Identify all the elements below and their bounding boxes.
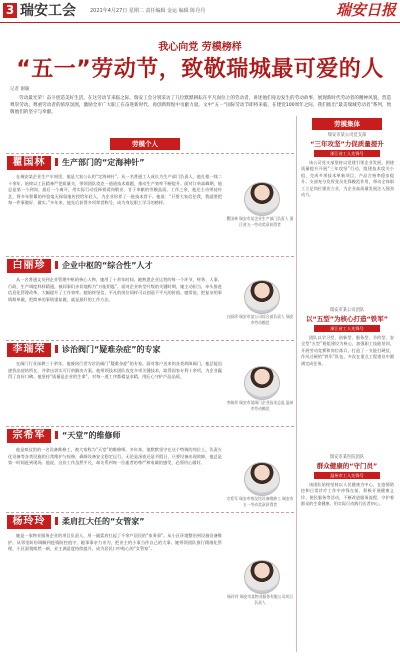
story-divider xyxy=(6,340,294,341)
story-body: 从一名普通文员到企业管理中枢的核心人物，她用了十余年时间。她熟悉企业运营的每一个环节，财务、人事、行政、生产调度样样精通，被同事们亲切地称为“万能钥匙”。面对企业转型升级的关键时期，她主动担当，牵头推进信息化管理改革，大幅提升了工作效率。她始终坚信，平凡的岗位同样可以创造不平凡的价值。她常说，把复杂的事情简单做，把简单的事情重复做，就是最好的工作方法。 xyxy=(8,277,222,302)
story-body: 她是一家物业服务企业的项目负责人，用一副柔肩扛起了千余户居民的“家务事”。从小区环境整治到设施设备维护，从邻里纠纷调解到疫情防控值守，她事事亲力亲为，把业主的小事当作自己的大事。她带领团队推行精细化管理，小区面貌焕然一新，业主满意度持续提升，成为居民口中贴心的“女管家”。 xyxy=(8,533,222,552)
story-title: 企业中枢的“综合性”人才 xyxy=(55,259,153,273)
portrait-photo xyxy=(244,280,280,314)
sidebar-title: 以“五型”为核心打造“铁军” xyxy=(305,315,389,323)
article-byline: 记者 谢颖 xyxy=(10,87,30,92)
sidebar-subtitle-badge: 浙江省工人先锋号 xyxy=(314,325,380,332)
story-divider xyxy=(6,153,294,154)
portrait-photo xyxy=(244,182,280,216)
article-headline: “五一”劳动节，致敬瑞城最可爱的人 xyxy=(16,57,384,82)
story-title: 诊治阀门“疑难杂症”的专家 xyxy=(55,343,161,357)
newspaper-logo: 瑞安日报 xyxy=(335,1,396,19)
section-title: 瑞安工会 xyxy=(20,3,76,19)
article-lead: 劳动最光荣！奋斗创造美好生活。在这劳动节来临之际，瑞安工会分别采访了几位默默耕耘在平凡岗位上的劳动者，讲述他们身边发生的劳动故事，展现新时代劳动者的精神风貌，营造尊崇劳动、尊重劳动者的浓厚氛围，激励全市广大职工在奋进新时代、再创新辉煌中贡献力量。文中“五一”国际劳动节即将来临，在建党100周年之际，我们推出“最美瑞城劳动者”系列，致敬他们的坚守与奉献。 xyxy=(10,96,392,115)
portrait-photo xyxy=(244,462,280,496)
story-body: 他是殡仪馆的一名设备维修工，被大家称为“天堂”的维修师。多年来，他默默坚守在这个特殊的岗位上，负责火化设备等各类设施的日常维护与检修，确保设备安全稳定运行。无论是深夜还是节假日，只要设备出现故障，他总是第一时间赶到现场。他说，这份工作虽然平凡，却关系到每一位逝者的尊严和家属的感受，必须用心做好。 xyxy=(8,447,222,466)
portrait-caption: 白丽珍 瑞安市某公司综合部负责人 瑞安市劳动模范 xyxy=(226,314,294,325)
story-body: 在瑞安某企业生产车间里，他是大家公认的“定海神针”。从一名普通工人成长为生产部门负责人，他扎根一线二十余年，始终以工匠精神严把质量关，带领团队攻克一道道技术难题，推动生产效率不断提升。面对订单高峰期，他总是第一个到岗、最后一个离开，用实际行动诠释着爱岗敬业、甘于奉献的劳模品质。工作之余，他还主动带徒传艺，将多年积累的经验毫无保留地传授给年轻人，为企业培养了一批技术骨干。他说：“只要大家信任我，我就要把每一件事做好、做实。”多年来，他先后获得多项荣誉称号，成为身边职工学习的榜样。 xyxy=(8,174,222,206)
sidebar-title: “三年攻坚”力促质量提升 xyxy=(310,140,384,148)
portrait-caption: 宗希军 瑞安市殡仪馆设备维修工 瑞安市五一劳动奖章获得者 xyxy=(226,496,294,507)
story-name-tag: 白丽珍 xyxy=(7,259,51,273)
sidebar-kicker: 瑞安市某医院团队 xyxy=(329,455,365,460)
page-number: 3 xyxy=(3,3,17,18)
issue-meta: 2021年4月27日 星期二 责任编辑 金运 编辑 陈丹丹 xyxy=(90,8,206,14)
story-title: 生产部门的“定海神针” xyxy=(55,156,145,170)
sidebar-subtitle-badge: 浙江省工人先锋号 xyxy=(314,150,380,157)
portrait-caption: 杨玲玲 瑞安市某物业服务有限公司项目负责人 xyxy=(227,594,293,605)
column-divider xyxy=(296,116,297,652)
section-label-individuals: 劳模个人 xyxy=(110,138,180,150)
portrait-photo xyxy=(244,366,280,400)
story-divider xyxy=(6,512,294,513)
portrait-caption: 瞿国林 瑞安市某企业生产部门负责人 浙江省五一劳动奖章获得者 xyxy=(226,216,294,227)
story-name-tag: 宗希军 xyxy=(7,429,51,443)
story-name-tag: 瞿国林 xyxy=(7,156,51,170)
sidebar-body: 团队以学习型、创新型、服务型、节约型、安全型“五型”班组建设为核心，加强职工技能培训，开展劳动竞赛和岗位练兵，打造了一支能打硬仗、作风过硬的“铁军”队伍，多次在重点工程建设中圆满完成任务。 xyxy=(301,335,394,366)
masthead xyxy=(0,0,400,23)
sidebar-subtitle-badge: 温州市工人先锋号 xyxy=(314,472,380,479)
sidebar-title: 群众健康的“守门员” xyxy=(316,462,378,470)
portrait-caption: 李瑞荣 瑞安市某阀门企业技术总监 温州市劳动模范 xyxy=(226,400,294,411)
story-divider xyxy=(6,256,294,257)
story-name-tag: 杨玲玲 xyxy=(7,515,51,529)
sidebar-body: 该团队始终坚持以人民健康为中心，在疫情防控和日常诊疗工作中冲锋在前，积极开展健康义诊、便民服务等活动，不断改进服务流程，守护着群众的生命健康，用实际行动践行医者初心。 xyxy=(301,482,394,507)
sidebar-kicker: 瑞安市某公司团队 xyxy=(329,308,365,313)
story-title: “天堂”的维修师 xyxy=(55,429,121,443)
portrait-photo xyxy=(244,560,280,594)
sidebar-kicker: 瑞安市某公司党支部 xyxy=(327,133,367,138)
story-body: 在阀门行业深耕三十余年，他被同行誉为诊治阀门“疑难杂症”的专家。面对客户送来的各类故障阀门，他总能迅速找出症结所在，并拿出切实可行的解决方案。他带领技术团队攻克多项关键技术，取得国家专利十余项，为企业赢得了良好口碑。他坚持“质量是企业的生命”，对每一道工序都精益求精，用匠心守护产品品质。 xyxy=(8,361,222,380)
story-title: 柔肩扛大任的“女管家” xyxy=(55,515,145,529)
section-label-collectives: 劳模集体 xyxy=(312,118,382,130)
sidebar-body: 该公司党支部坚持以党建引领企业发展，围绕质量提升开展“三年攻坚”行动，组建技术攻关小组，完成多项技术革新项目，产品合格率稳步提升。支部充分发挥党员先锋模范作用，带动全体职工立足岗位建功立业，为企业高质量发展注入强劲动力。 xyxy=(301,160,394,198)
story-name-tag: 李瑞荣 xyxy=(7,343,51,357)
story-divider xyxy=(6,426,294,427)
article-kicker: 我心向党 劳模榜样 xyxy=(158,42,242,53)
